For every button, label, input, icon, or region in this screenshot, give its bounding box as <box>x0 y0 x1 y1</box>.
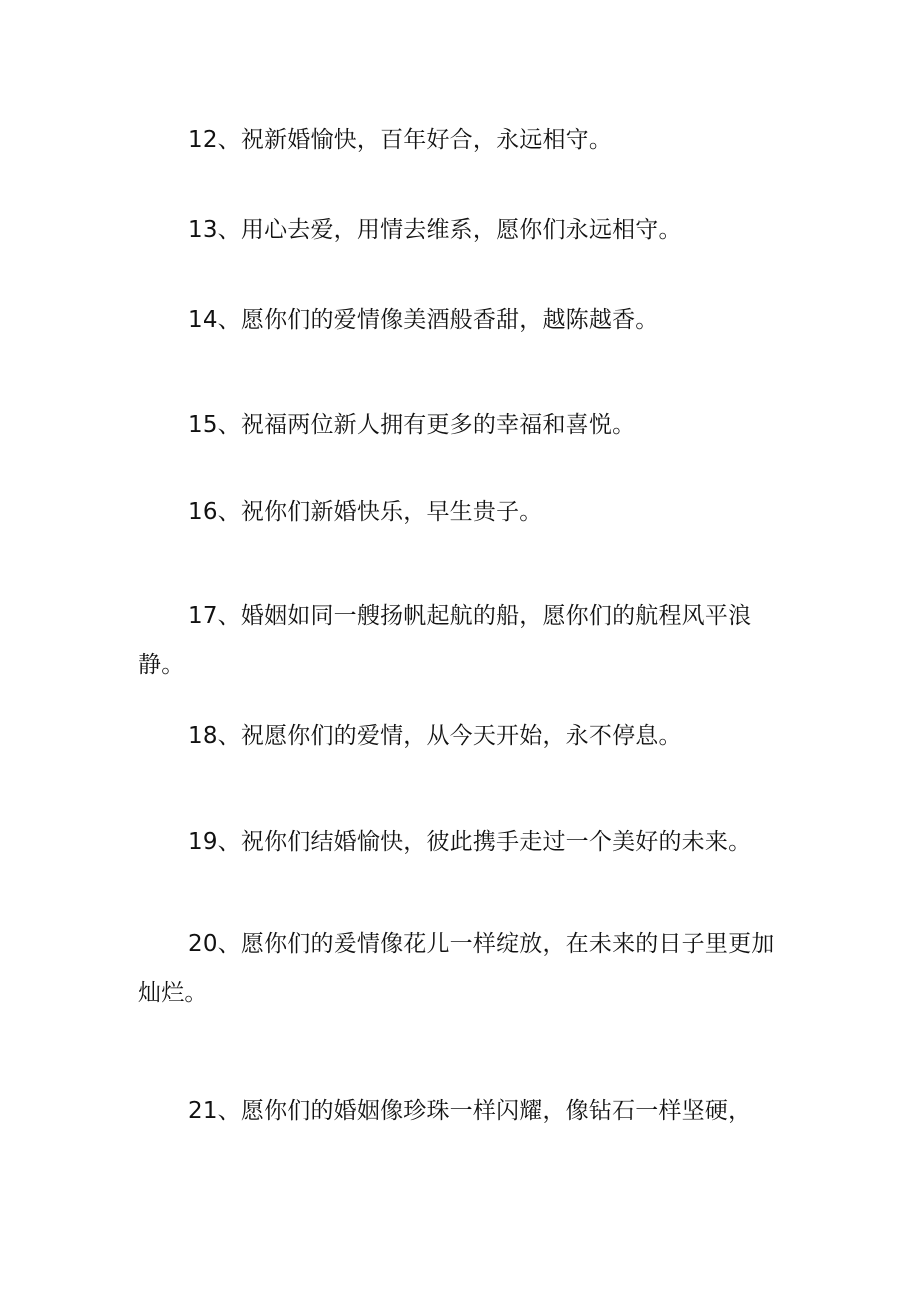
paragraph-17: 17、婚姻如同一艘扬帆起航的船，愿你们的航程风平浪静。 <box>138 603 752 678</box>
paragraph-21: 21、愿你们的婚姻像珍珠一样闪耀，像钻石一样坚硬， <box>188 1098 752 1124</box>
paragraph-16: 16、祝你们新婚快乐，早生贵子。 <box>188 499 543 525</box>
paragraph-13: 13、用心去爱，用情去维系，愿你们永远相守。 <box>188 217 682 243</box>
paragraph-18: 18、祝愿你们的爱情，从今天开始，永不停息。 <box>188 723 682 749</box>
paragraph-20: 20、愿你们的爰情像花儿一样绽放，在未来的日子里更加灿烂。 <box>138 931 775 1006</box>
paragraph-12: 12、祝新婚愉快，百年好合，永远相守。 <box>188 127 613 153</box>
paragraph-15: 15、祝福两位新人拥有更多的幸福和喜悦。 <box>188 412 636 438</box>
paragraph-14: 14、愿你们的爱情像美酒般香甜，越陈越香。 <box>188 307 659 333</box>
paragraph-19: 19、祝你们结婚愉快，彼此携手走过一个美好的未来。 <box>188 829 752 855</box>
